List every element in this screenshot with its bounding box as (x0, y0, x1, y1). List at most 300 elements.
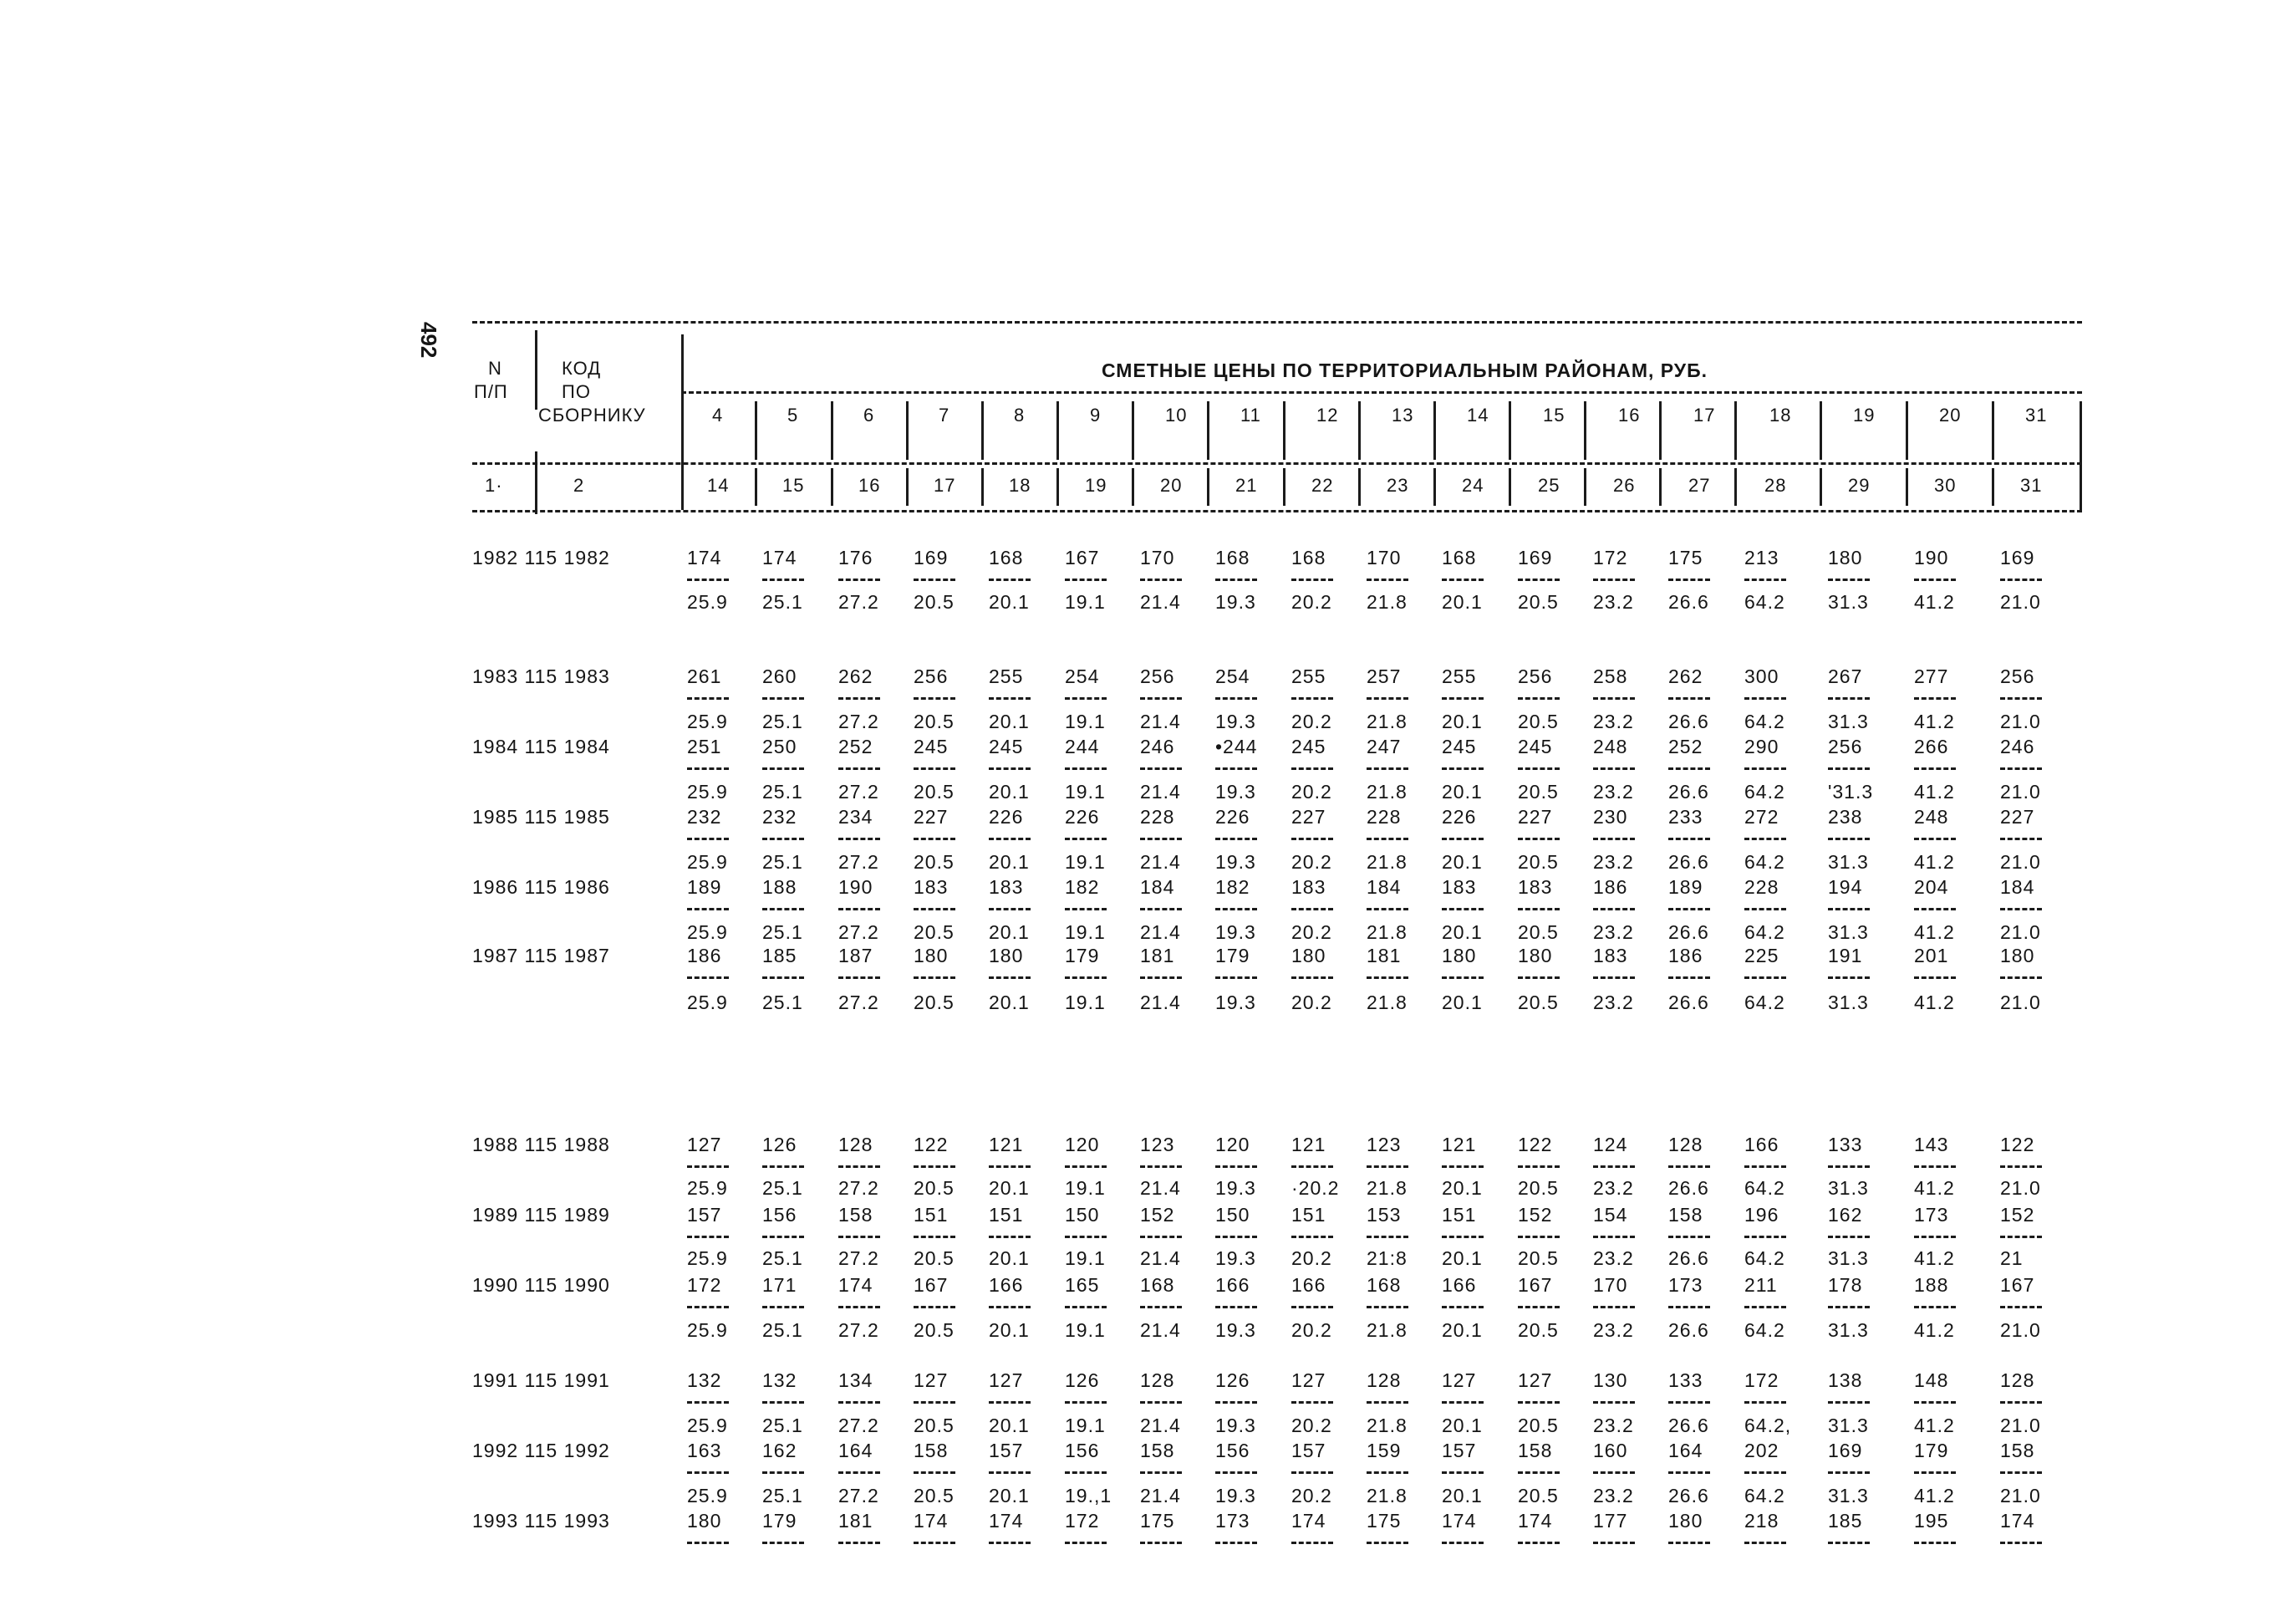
price-value: 260 (762, 665, 797, 687)
fraction-bar (914, 1471, 955, 1474)
column-separator (1659, 401, 1662, 460)
fraction-bar (687, 1471, 729, 1474)
coefficient-value: 20.5 (1518, 921, 1559, 943)
fraction-bar (1593, 697, 1635, 700)
coefficient-value: 23.2 (1593, 992, 1634, 1013)
coefficient-value: 20.5 (1518, 711, 1559, 732)
coefficient-value: 20.1 (989, 921, 1030, 943)
fraction-bar (1593, 1542, 1635, 1544)
fraction-bar (1140, 1306, 1182, 1308)
price-value: 228 (1367, 806, 1402, 828)
fraction-bar (1593, 838, 1635, 840)
coefficient-value: 25.1 (762, 1319, 803, 1341)
fraction-bar (1140, 767, 1182, 770)
price-value: 121 (989, 1134, 1024, 1155)
coefficient-value: 20.5 (914, 921, 955, 943)
price-value: 225 (1744, 945, 1779, 966)
price-value: 182 (1065, 876, 1100, 898)
coefficient-value: 26.6 (1668, 1319, 1709, 1341)
column-index: 20 (1160, 475, 1183, 496)
coefficient-value: 21.8 (1367, 1177, 1408, 1199)
fraction-bar (1140, 976, 1182, 979)
coefficient-value: 19.1 (1065, 711, 1106, 732)
column-separator (1659, 468, 1662, 506)
price-value: 183 (914, 876, 949, 898)
price-value: 179 (1914, 1440, 1949, 1461)
price-value: 166 (1744, 1134, 1779, 1155)
price-value: 152 (2000, 1204, 2035, 1226)
fraction-bar (1914, 1236, 1956, 1238)
fraction-bar (1215, 1306, 1257, 1308)
fraction-bar (1442, 1165, 1484, 1168)
price-value: 180 (687, 1510, 722, 1532)
price-value: 171 (762, 1274, 797, 1296)
column-separator (1734, 401, 1737, 460)
fraction-bar (1914, 908, 1956, 910)
fraction-bar (1668, 976, 1710, 979)
coefficient-value: 25.9 (687, 591, 728, 613)
column-index: 18 (1009, 475, 1031, 496)
price-value: 128 (1140, 1369, 1175, 1391)
fraction-bar (2000, 1542, 2042, 1544)
coefficient-value: 41.2 (1914, 1415, 1955, 1436)
column-index: 21 (1235, 475, 1258, 496)
fraction-bar (914, 1236, 955, 1238)
price-value: 191 (1828, 945, 1863, 966)
price-value: 173 (1668, 1274, 1703, 1296)
fraction-bar (1442, 908, 1484, 910)
price-value: 226 (1442, 806, 1477, 828)
price-value: 154 (1593, 1204, 1628, 1226)
price-value: 261 (687, 665, 722, 687)
header-mid-rule (681, 391, 2082, 394)
fraction-bar (1291, 767, 1333, 770)
fraction-bar (1215, 1165, 1257, 1168)
coefficient-value: 25.9 (687, 711, 728, 732)
coefficient-value: 41.2 (1914, 992, 1955, 1013)
price-value: 168 (1140, 1274, 1175, 1296)
coefficient-value: 26.6 (1668, 1415, 1709, 1436)
coefficient-value: 21.4 (1140, 992, 1181, 1013)
coefficient-value: 20.5 (1518, 1485, 1559, 1506)
fraction-bar (1215, 1542, 1257, 1544)
fraction-bar (1744, 976, 1786, 979)
row-label: 1982 115 1982 (472, 547, 610, 568)
column-separator (1509, 468, 1511, 506)
price-value: 238 (1828, 806, 1863, 828)
column-separator (981, 468, 984, 506)
price-value: 189 (1668, 876, 1703, 898)
price-value: 158 (1518, 1440, 1553, 1461)
fraction-bar (2000, 579, 2042, 581)
price-value: 188 (762, 876, 797, 898)
price-value: 256 (1140, 665, 1175, 687)
price-value: 175 (1367, 1510, 1402, 1532)
price-value: 185 (762, 945, 797, 966)
coefficient-value: 27.2 (838, 1319, 879, 1341)
fraction-bar (1744, 1306, 1786, 1308)
price-value: 121 (1291, 1134, 1326, 1155)
price-value: 248 (1914, 806, 1949, 828)
price-value: 251 (687, 736, 722, 757)
price-value: 122 (2000, 1134, 2035, 1155)
price-value: 168 (1291, 547, 1326, 568)
coefficient-value: 26.6 (1668, 591, 1709, 613)
fraction-bar (762, 1542, 804, 1544)
price-value: 172 (1744, 1369, 1779, 1391)
fraction-bar (838, 1401, 880, 1404)
region-number: 7 (939, 405, 950, 426)
fraction-bar (1065, 838, 1107, 840)
price-value: 152 (1140, 1204, 1175, 1226)
price-value: 196 (1744, 1204, 1779, 1226)
coefficient-value: 26.6 (1668, 1177, 1709, 1199)
coefficient-value: 64.2 (1744, 591, 1785, 613)
price-value: 252 (1668, 736, 1703, 757)
fraction-bar (1828, 1542, 1870, 1544)
fraction-bar (1215, 1471, 1257, 1474)
coefficient-value: 31.3 (1828, 591, 1869, 613)
price-value: 122 (914, 1134, 949, 1155)
column-separator (1207, 401, 1209, 460)
fraction-bar (1518, 767, 1560, 770)
price-value: 150 (1215, 1204, 1250, 1226)
price-value: 256 (914, 665, 949, 687)
fraction-bar (1442, 1236, 1484, 1238)
price-value: 218 (1744, 1510, 1779, 1532)
price-value: 246 (1140, 736, 1175, 757)
price-value: 165 (1065, 1274, 1100, 1296)
coefficient-value: 64.2 (1744, 851, 1785, 873)
coefficient-value: 27.2 (838, 992, 879, 1013)
fraction-bar (989, 1165, 1031, 1168)
fraction-bar (914, 1401, 955, 1404)
coefficient-value: 21.0 (2000, 992, 2041, 1013)
fraction-bar (1518, 1236, 1560, 1238)
column-separator (1906, 401, 1908, 460)
fraction-bar (1668, 579, 1710, 581)
region-number: 6 (863, 405, 875, 426)
price-value: 174 (1291, 1510, 1326, 1532)
price-value: 202 (1744, 1440, 1779, 1461)
column-separator (906, 401, 909, 460)
price-value: 167 (1518, 1274, 1553, 1296)
coefficient-value: 21.8 (1367, 992, 1408, 1013)
column-separator (1820, 401, 1822, 460)
fraction-bar (1367, 908, 1408, 910)
price-value: 156 (1065, 1440, 1100, 1461)
price-value: 227 (1518, 806, 1553, 828)
fraction-bar (838, 579, 880, 581)
coefficient-value: 20.1 (989, 781, 1030, 803)
column-separator (1509, 401, 1511, 460)
region-number: 14 (1467, 405, 1489, 426)
price-value: 127 (687, 1134, 722, 1155)
price-value: 184 (2000, 876, 2035, 898)
price-value: 227 (1291, 806, 1326, 828)
price-value: 256 (2000, 665, 2035, 687)
coefficient-value: 25.1 (762, 992, 803, 1013)
fraction-bar (1744, 767, 1786, 770)
coefficient-value: 20.5 (914, 591, 955, 613)
fraction-bar (1668, 1542, 1710, 1544)
column-separator (1433, 401, 1436, 460)
fraction-bar (687, 579, 729, 581)
coefficient-value: 31.3 (1828, 1177, 1869, 1199)
coefficient-value: 23.2 (1593, 711, 1634, 732)
coefficient-value: 25.1 (762, 1415, 803, 1436)
coefficient-value: 27.2 (838, 921, 879, 943)
column-index: 14 (707, 475, 730, 496)
fraction-bar (762, 908, 804, 910)
coefficient-value: 26.6 (1668, 711, 1709, 732)
price-value: 151 (914, 1204, 949, 1226)
price-value: 179 (1215, 945, 1250, 966)
price-value: 186 (1593, 876, 1628, 898)
column-separator (906, 468, 909, 506)
fraction-bar (1291, 1471, 1333, 1474)
price-value: 128 (2000, 1369, 2035, 1391)
fraction-bar (914, 838, 955, 840)
fraction-bar (1367, 976, 1408, 979)
fraction-bar (1744, 1471, 1786, 1474)
coefficient-value: 19.1 (1065, 921, 1106, 943)
coefficient-value: 31.3 (1828, 992, 1869, 1013)
price-value: 156 (762, 1204, 797, 1226)
coefficient-value: 41.2 (1914, 711, 1955, 732)
price-value: 190 (838, 876, 873, 898)
price-value: 234 (838, 806, 873, 828)
column-separator (1734, 468, 1737, 506)
fraction-bar (1291, 908, 1333, 910)
column-separator (535, 330, 537, 410)
fraction-bar (1291, 1542, 1333, 1544)
fraction-bar (1518, 697, 1560, 700)
price-value: 250 (762, 736, 797, 757)
price-value: 152 (1518, 1204, 1553, 1226)
price-value: 169 (2000, 547, 2035, 568)
column-index: 28 (1764, 475, 1787, 496)
column-separator (831, 468, 833, 506)
coefficient-value: 20.1 (1442, 1247, 1483, 1269)
coefficient-value: 64.2, (1744, 1415, 1792, 1436)
column-separator (1584, 401, 1586, 460)
price-value: 174 (762, 547, 797, 568)
fraction-bar (1744, 697, 1786, 700)
region-number: 11 (1240, 405, 1261, 426)
coefficient-value: 25.9 (687, 1177, 728, 1199)
coefficient-value: 23.2 (1593, 1485, 1634, 1506)
price-value: 248 (1593, 736, 1628, 757)
coefficient-value: 25.1 (762, 1485, 803, 1506)
coefficient-value: 19.3 (1215, 1415, 1256, 1436)
fraction-bar (1518, 579, 1560, 581)
coefficient-value: 20.1 (989, 711, 1030, 732)
fraction-bar (1442, 579, 1484, 581)
coefficient-value: 23.2 (1593, 1415, 1634, 1436)
price-value: 172 (1593, 547, 1628, 568)
price-value: 228 (1744, 876, 1779, 898)
price-value: 226 (989, 806, 1024, 828)
coefficient-value: 20.5 (914, 992, 955, 1013)
price-value: 201 (1914, 945, 1949, 966)
coefficient-value: '31.3 (1828, 781, 1874, 803)
fraction-bar (1442, 767, 1484, 770)
price-value: 130 (1593, 1369, 1628, 1391)
coefficient-value: 64.2 (1744, 921, 1785, 943)
region-number: 12 (1316, 405, 1339, 426)
price-value: 148 (1914, 1369, 1949, 1391)
fraction-bar (1367, 1165, 1408, 1168)
coefficient-value: 21.0 (2000, 1177, 2041, 1199)
price-value: 151 (989, 1204, 1024, 1226)
price-value: 257 (1367, 665, 1402, 687)
fraction-bar (2000, 976, 2042, 979)
column-index: 16 (858, 475, 881, 496)
price-value: 127 (1518, 1369, 1553, 1391)
price-value: 244 (1065, 736, 1100, 757)
coefficient-value: 23.2 (1593, 781, 1634, 803)
price-value: 254 (1215, 665, 1250, 687)
column-index: 15 (782, 475, 805, 496)
price-value: 164 (1668, 1440, 1703, 1461)
price-value: 160 (1593, 1440, 1628, 1461)
coefficient-value: 20.2 (1291, 1247, 1332, 1269)
fraction-bar (1291, 1236, 1333, 1238)
coefficient-value: 21.0 (2000, 1485, 2041, 1506)
coefficient-value: 64.2 (1744, 1319, 1785, 1341)
coefficient-value: 25.9 (687, 1415, 728, 1436)
coefficient-value: 20.1 (989, 992, 1030, 1013)
coefficient-value: 21.0 (2000, 921, 2041, 943)
price-value: 138 (1828, 1369, 1863, 1391)
coefficient-value: 21.8 (1367, 1485, 1408, 1506)
fraction-bar (1291, 1165, 1333, 1168)
fraction-bar (1593, 976, 1635, 979)
fraction-bar (1828, 1236, 1870, 1238)
price-value: 127 (1442, 1369, 1477, 1391)
coefficient-value: 26.6 (1668, 851, 1709, 873)
price-value: 272 (1744, 806, 1779, 828)
fraction-bar (762, 1471, 804, 1474)
price-value: 167 (914, 1274, 949, 1296)
price-value: 182 (1215, 876, 1250, 898)
price-value: 189 (687, 876, 722, 898)
price-value: 187 (838, 945, 873, 966)
coefficient-value: 20.5 (1518, 992, 1559, 1013)
coefficient-value: 21.4 (1140, 1177, 1181, 1199)
coefficient-value: 25.9 (687, 781, 728, 803)
price-value: 168 (1367, 1274, 1402, 1296)
fraction-bar (1744, 1401, 1786, 1404)
fraction-bar (687, 1542, 729, 1544)
coefficient-value: 31.3 (1828, 711, 1869, 732)
row-label: 1983 115 1983 (472, 665, 610, 687)
fraction-bar (1367, 1401, 1408, 1404)
fraction-bar (1140, 838, 1182, 840)
fraction-bar (838, 838, 880, 840)
column-index: 22 (1311, 475, 1334, 496)
fraction-bar (1442, 1306, 1484, 1308)
coefficient-value: 21:8 (1367, 1247, 1408, 1269)
column-separator (1992, 401, 1994, 460)
column-separator (1056, 468, 1059, 506)
fraction-bar (687, 1306, 729, 1308)
price-value: 162 (762, 1440, 797, 1461)
fraction-bar (2000, 838, 2042, 840)
coefficient-value: 26.6 (1668, 992, 1709, 1013)
fraction-bar (1065, 908, 1107, 910)
price-value: 127 (1291, 1369, 1326, 1391)
column-index: 17 (934, 475, 956, 496)
fraction-bar (762, 579, 804, 581)
fraction-bar (1518, 908, 1560, 910)
price-value: 157 (989, 1440, 1024, 1461)
price-value: 213 (1744, 547, 1779, 568)
coefficient-value: 20.1 (1442, 992, 1483, 1013)
coefficient-value: 19.3 (1215, 591, 1256, 613)
fraction-bar (1140, 697, 1182, 700)
price-value: 123 (1140, 1134, 1175, 1155)
fraction-bar (1367, 838, 1408, 840)
price-value: 167 (2000, 1274, 2035, 1296)
coefficient-value: 21.8 (1367, 711, 1408, 732)
fraction-bar (1442, 976, 1484, 979)
coefficient-value: 31.3 (1828, 921, 1869, 943)
price-value: 175 (1668, 547, 1703, 568)
fraction-bar (1593, 1306, 1635, 1308)
coefficient-value: 20.5 (914, 1247, 955, 1269)
coefficient-value: 41.2 (1914, 1177, 1955, 1199)
price-value: 179 (762, 1510, 797, 1532)
fraction-bar (1065, 697, 1107, 700)
coefficient-value: 20.1 (1442, 1485, 1483, 1506)
coefficient-value: 27.2 (838, 1485, 879, 1506)
fraction-bar (838, 1306, 880, 1308)
coefficient-value: 21 (2000, 1247, 2024, 1269)
coefficient-value: 20.2 (1291, 1415, 1332, 1436)
coefficient-value: 41.2 (1914, 781, 1955, 803)
coefficient-value: 23.2 (1593, 921, 1634, 943)
fraction-bar (1518, 838, 1560, 840)
fraction-bar (914, 579, 955, 581)
coefficient-value: 21.4 (1140, 921, 1181, 943)
coefficient-value: 21.0 (2000, 851, 2041, 873)
fraction-bar (1668, 908, 1710, 910)
region-number: 20 (1939, 405, 1962, 426)
price-value: 174 (687, 547, 722, 568)
coefficient-value: 20.1 (1442, 1319, 1483, 1341)
fraction-bar (1140, 1165, 1182, 1168)
price-value: 180 (1828, 547, 1863, 568)
fraction-bar (914, 1542, 955, 1544)
price-value: 246 (2000, 736, 2035, 757)
price-value: 184 (1367, 876, 1402, 898)
column-separator (1283, 401, 1285, 460)
coefficient-value: 31.3 (1828, 1415, 1869, 1436)
price-value: 169 (1828, 1440, 1863, 1461)
price-value: 186 (687, 945, 722, 966)
coefficient-value: 20.2 (1291, 1485, 1332, 1506)
fraction-bar (1291, 838, 1333, 840)
price-value: •244 (1215, 736, 1258, 757)
price-value: 122 (1518, 1134, 1553, 1155)
fraction-bar (1828, 767, 1870, 770)
header-code-line1: КОД (562, 358, 602, 379)
coefficient-value: 27.2 (838, 781, 879, 803)
fraction-bar (1442, 838, 1484, 840)
fraction-bar (1744, 1542, 1786, 1544)
